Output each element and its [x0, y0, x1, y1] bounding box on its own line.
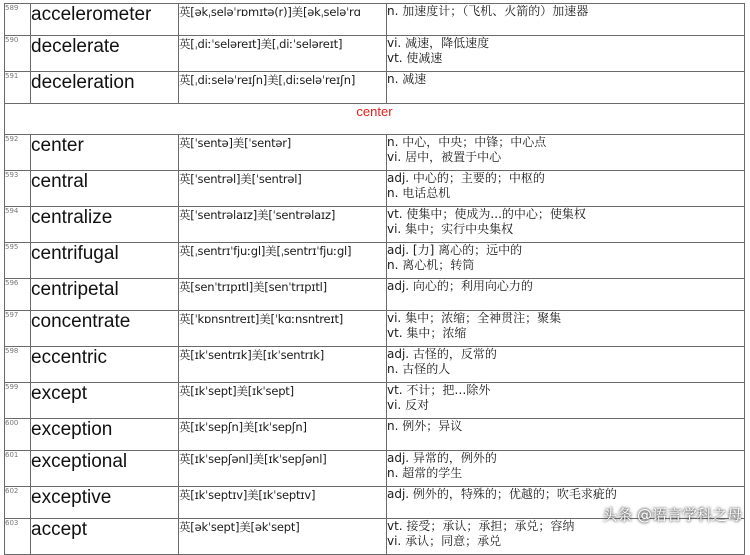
vocabulary-table	[4, 3, 745, 555]
headword: concentrate	[31, 311, 179, 347]
phonetic-transcription: 英[ɪkˈsept]美[ɪkˈsept]	[179, 383, 387, 419]
phonetic-transcription: 英[ˈsentrəlaɪz]美[ˈsentrəlaɪz]	[179, 207, 387, 243]
definition-line: adj. 异常的，例外的	[387, 451, 497, 465]
entry-number: 598	[5, 347, 31, 383]
definition-line: adj. 古怪的，反常的	[387, 347, 497, 361]
headword: except	[31, 383, 179, 419]
word-row	[5, 451, 745, 487]
definition-line: vt. 使集中；使成为...的中心；使集权	[387, 207, 586, 221]
definition-line: adj. [力] 离心的；远中的	[387, 243, 523, 257]
phonetic-transcription: 英[ɪkˈsentrɪk]美[ɪkˈsentrɪk]	[179, 347, 387, 383]
phonetic-transcription: 英[ɪkˈseptɪv]美[ɪkˈseptɪv]	[179, 487, 387, 519]
phonetic-transcription: 英[ˈsentrəl]美[ˈsentrəl]	[179, 171, 387, 207]
headword: centrifugal	[31, 243, 179, 279]
entry-number: 592	[5, 135, 31, 171]
entry-number: 594	[5, 207, 31, 243]
entry-number: 602	[5, 487, 31, 519]
definition-line: n. 古怪的人	[387, 362, 451, 376]
word-row	[5, 243, 745, 279]
word-row	[5, 383, 745, 419]
phonetic-transcription: 英[ˈsentə]美[ˈsentər]	[179, 135, 387, 171]
entry-number: 599	[5, 383, 31, 419]
entry-number: 591	[5, 72, 31, 104]
phonetic-transcription: 英[ɪkˈsepʃənl]美[ɪkˈsepʃənl]	[179, 451, 387, 487]
definition-cell	[387, 347, 745, 383]
definition-line: vi. 集中；实行中央集权	[387, 222, 514, 236]
word-row	[5, 279, 745, 311]
phonetic-transcription: 英[ˌdiːseləˈreɪʃn]美[ˌdiːseləˈreɪʃn]	[179, 72, 387, 104]
definition-cell	[387, 207, 745, 243]
entry-number: 595	[5, 243, 31, 279]
definition-line: n. 例外；异议	[387, 419, 463, 433]
headword: exceptive	[31, 487, 179, 519]
headword: exception	[31, 419, 179, 451]
definition-cell	[387, 243, 745, 279]
definition-line: n. 加速度计；（飞机、火箭的）加速器	[387, 4, 589, 18]
headword: center	[31, 135, 179, 171]
word-row	[5, 311, 745, 347]
word-row	[5, 419, 745, 451]
headword: exceptional	[31, 451, 179, 487]
definition-line: n. 超常的学生	[387, 466, 463, 480]
definition-line: vi. 减速，降低速度	[387, 36, 490, 50]
headword: central	[31, 171, 179, 207]
word-row	[5, 171, 745, 207]
definition-line: vt. 集中；浓缩	[387, 326, 467, 340]
definition-line: vi. 集中；浓缩；全神贯注；聚集	[387, 311, 562, 325]
definition-line: adj. 中心的；主要的；中枢的	[387, 171, 545, 185]
entry-number: 590	[5, 36, 31, 72]
entry-number: 601	[5, 451, 31, 487]
definition-cell	[387, 4, 745, 36]
definition-line: vi. 反对	[387, 398, 430, 412]
headword: deceleration	[31, 72, 179, 104]
word-row	[5, 347, 745, 383]
entry-number: 593	[5, 171, 31, 207]
word-row	[5, 36, 745, 72]
definition-cell	[387, 419, 745, 451]
phonetic-transcription: 英[ˈkɒnsntreɪt]美[ˈkɑːnsntreɪt]	[179, 311, 387, 347]
watermark: 头条 @语言学科之母	[602, 506, 742, 524]
headword: centripetal	[31, 279, 179, 311]
phonetic-transcription: 英[ˌsentrɪˈfjuːgl]美[ˌsentrɪˈfjuːgl]	[179, 243, 387, 279]
headword: accept	[31, 519, 179, 555]
definition-line: vi. 居中，被置于中心	[387, 150, 502, 164]
headword: eccentric	[31, 347, 179, 383]
definition-line: vi. 承认；同意；承兑	[387, 534, 502, 548]
entry-number: 596	[5, 279, 31, 311]
word-row	[5, 135, 745, 171]
definition-cell	[387, 171, 745, 207]
definition-line: n. 离心机；转筒	[387, 258, 475, 272]
definition-cell	[387, 383, 745, 419]
definition-cell	[387, 72, 745, 104]
definition-cell	[387, 279, 745, 311]
headword: centralize	[31, 207, 179, 243]
definition-line: n. 中心，中央；中锋；中心点	[387, 135, 547, 149]
definition-cell	[387, 135, 745, 171]
definition-cell	[387, 36, 745, 72]
definition-line: vt. 使减速	[387, 51, 443, 65]
definition-cell	[387, 451, 745, 487]
headword: accelerometer	[31, 4, 179, 36]
word-row	[5, 207, 745, 243]
definition-line: adj. 向心的；利用向心力的	[387, 279, 533, 293]
phonetic-transcription: 英[senˈtrɪpɪtl]美[senˈtrɪpɪtl]	[179, 279, 387, 311]
entry-number: 603	[5, 519, 31, 555]
entry-number: 589	[5, 4, 31, 36]
headword: decelerate	[31, 36, 179, 72]
definition-cell	[387, 311, 745, 347]
word-row	[5, 72, 745, 104]
word-row	[5, 4, 745, 36]
phonetic-transcription: 英[ˌdiːˈseləreɪt]美[ˌdiːˈseləreɪt]	[179, 36, 387, 72]
entry-number: 597	[5, 311, 31, 347]
phonetic-transcription: 英[ɪkˈsepʃn]美[ɪkˈsepʃn]	[179, 419, 387, 451]
definition-line: adj. 例外的，特殊的；优越的；吹毛求疵的	[387, 487, 617, 501]
definition-line: vt. 接受；承认；承担；承兑；容纳	[387, 519, 575, 533]
section-header-row	[5, 104, 745, 135]
definition-line: vt. 不计；把…除外	[387, 383, 491, 397]
definition-line: n. 电话总机	[387, 186, 451, 200]
definition-line: n. 减速	[387, 72, 427, 86]
phonetic-transcription: 英[əkˌseləˈrɒmɪtə(r)]美[əkˌseləˈrɑ	[179, 4, 387, 36]
entry-number: 600	[5, 419, 31, 451]
section-title: center	[5, 104, 745, 135]
vocabulary-table-body	[5, 4, 745, 555]
phonetic-transcription: 英[əkˈsept]美[əkˈsept]	[179, 519, 387, 555]
